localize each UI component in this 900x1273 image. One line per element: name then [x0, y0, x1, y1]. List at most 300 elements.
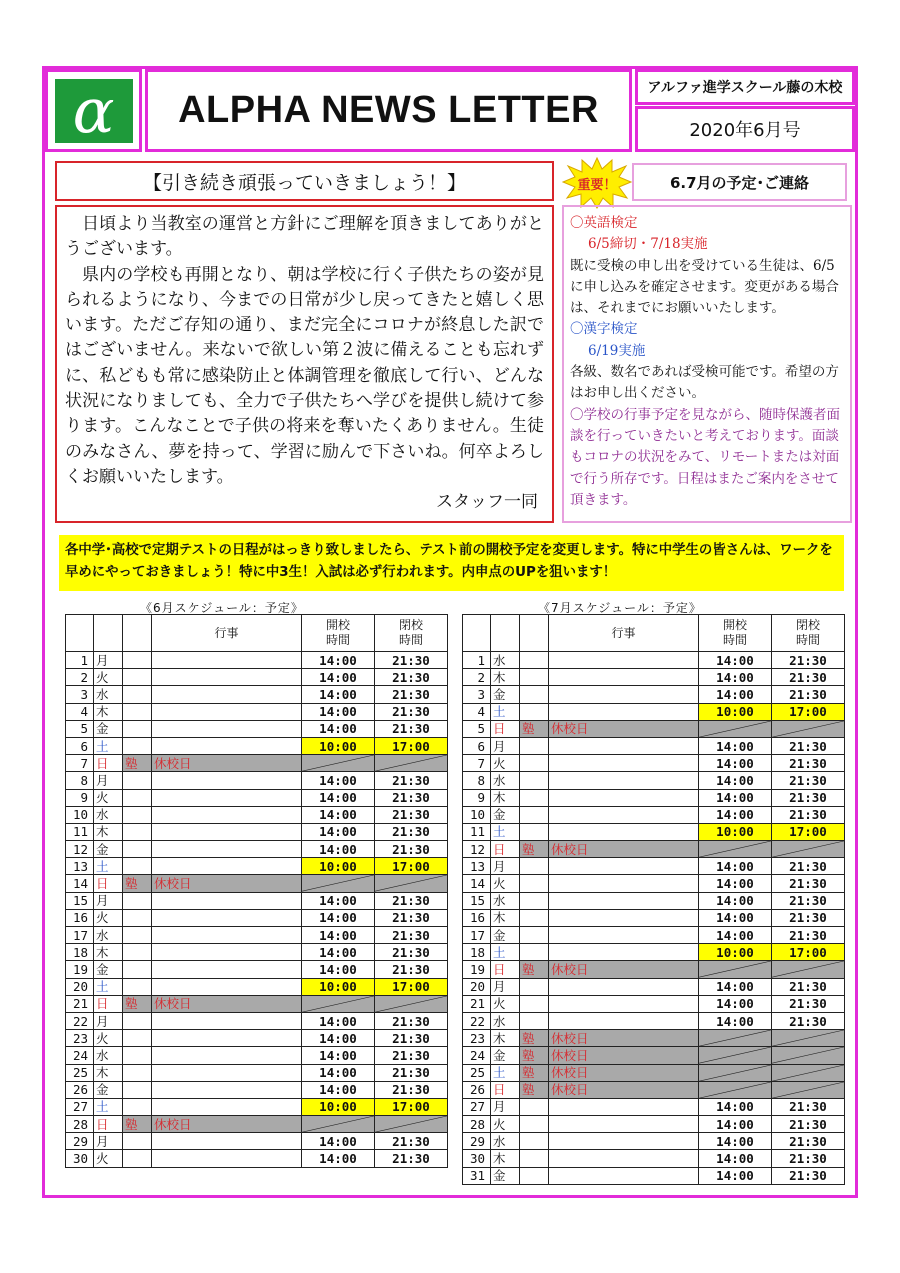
open-time — [699, 1047, 772, 1064]
close-time — [772, 961, 845, 978]
alpha-logo-glyph: α — [72, 73, 115, 147]
weekday: 火 — [94, 669, 123, 686]
event-name — [152, 686, 302, 703]
schedule-row — [463, 944, 845, 961]
day-number: 20 — [463, 978, 491, 995]
close-time: 21:30 — [375, 789, 448, 806]
closed-slash — [699, 721, 771, 737]
day-number: 21 — [66, 995, 94, 1012]
academy-mark — [520, 755, 549, 772]
schedule-row — [463, 1081, 845, 1098]
day-number: 27 — [463, 1098, 491, 1115]
weekday: 月 — [94, 772, 123, 789]
day-number: 25 — [463, 1064, 491, 1081]
close-time: 21:30 — [772, 737, 845, 754]
schedule-row — [463, 841, 845, 858]
day-number: 7 — [463, 755, 491, 772]
weekday: 月 — [94, 1133, 123, 1150]
day-number: 1 — [463, 652, 491, 669]
event-name — [152, 652, 302, 669]
weekday: 木 — [94, 944, 123, 961]
close-time: 21:30 — [772, 1167, 845, 1184]
day-number: 16 — [66, 909, 94, 926]
day-number: 30 — [463, 1150, 491, 1167]
weekday: 土 — [491, 823, 520, 840]
day-number: 29 — [463, 1133, 491, 1150]
day-number: 6 — [463, 737, 491, 754]
important-badge: 重要！ — [577, 177, 617, 193]
important-burst — [562, 157, 632, 209]
event-name — [549, 909, 699, 926]
open-time: 14:00 — [699, 1012, 772, 1029]
event-name — [549, 875, 699, 892]
academy-mark — [123, 944, 152, 961]
academy-mark — [123, 1012, 152, 1029]
academy-mark — [123, 1150, 152, 1167]
event-name — [152, 978, 302, 995]
open-time: 10:00 — [699, 944, 772, 961]
schedule-row — [463, 737, 845, 754]
open-time: 14:00 — [699, 875, 772, 892]
academy-mark — [123, 806, 152, 823]
close-time: 21:30 — [772, 1012, 845, 1029]
closed-slash — [772, 721, 844, 737]
close-time: 17:00 — [375, 737, 448, 754]
day-number: 10 — [66, 806, 94, 823]
day-number: 12 — [66, 841, 94, 858]
close-time: 21:30 — [375, 1064, 448, 1081]
header-close-time: 閉校 時間 — [772, 615, 845, 652]
schedule-row — [463, 858, 845, 875]
close-time: 21:30 — [772, 669, 845, 686]
close-time: 21:30 — [375, 892, 448, 909]
day-number: 15 — [66, 892, 94, 909]
schedule-row — [66, 1047, 448, 1064]
day-number: 19 — [66, 961, 94, 978]
issue-date: 2020年6月号 — [635, 106, 855, 152]
day-number: 17 — [66, 927, 94, 944]
schedule-row — [66, 927, 448, 944]
event-name — [152, 858, 302, 875]
close-time: 21:30 — [375, 944, 448, 961]
closed-slash — [375, 875, 447, 891]
event-name — [549, 772, 699, 789]
day-number: 9 — [66, 789, 94, 806]
weekday: 日 — [491, 720, 520, 737]
weekday: 金 — [491, 1047, 520, 1064]
close-time: 21:30 — [772, 1116, 845, 1133]
open-time: 10:00 — [699, 823, 772, 840]
schedule-row — [463, 703, 845, 720]
event-name — [152, 720, 302, 737]
weekday: 火 — [94, 1150, 123, 1167]
alpha-logo — [55, 73, 133, 147]
schedule-row — [66, 1098, 448, 1115]
close-time: 21:30 — [772, 1133, 845, 1150]
weekday: 水 — [491, 1133, 520, 1150]
header-weekday — [94, 615, 123, 652]
weekday: 金 — [94, 1081, 123, 1098]
schedule-row — [463, 1064, 845, 1081]
close-time: 21:30 — [772, 772, 845, 789]
schedule-row — [463, 823, 845, 840]
open-time: 10:00 — [302, 858, 375, 875]
open-time: 14:00 — [302, 823, 375, 840]
academy-mark — [520, 995, 549, 1012]
event-name — [549, 755, 699, 772]
close-time: 21:30 — [772, 686, 845, 703]
weekday: 水 — [491, 1012, 520, 1029]
day-number: 3 — [66, 686, 94, 703]
event-name — [152, 1030, 302, 1047]
academy-mark — [123, 892, 152, 909]
event-name — [549, 737, 699, 754]
academy-mark — [123, 1133, 152, 1150]
academy-mark — [123, 720, 152, 737]
header-blank — [520, 615, 549, 652]
open-time: 14:00 — [302, 927, 375, 944]
day-number: 4 — [66, 703, 94, 720]
close-time: 21:30 — [375, 909, 448, 926]
interview-body: 〇学校の行事予定を見ながら、随時保護者面談を行っていきたいと考えております。面談もコロナの状況をみて、リモートまたは対面で行う所存です。日程はまたご案内をさせて頂きます。 — [570, 406, 840, 508]
event-name — [549, 995, 699, 1012]
academy-mark — [123, 1098, 152, 1115]
academy-mark: 塾 — [520, 720, 549, 737]
academy-mark: 塾 — [123, 995, 152, 1012]
schedule-row — [66, 686, 448, 703]
academy-mark — [520, 1167, 549, 1184]
day-number: 26 — [463, 1081, 491, 1098]
event-name — [152, 823, 302, 840]
event-name — [549, 823, 699, 840]
event-name — [152, 1047, 302, 1064]
weekday: 日 — [94, 1116, 123, 1133]
academy-mark — [123, 927, 152, 944]
day-number: 31 — [463, 1167, 491, 1184]
close-time: 21:30 — [772, 927, 845, 944]
open-time: 14:00 — [302, 789, 375, 806]
weekday: 日 — [94, 755, 123, 772]
open-time: 14:00 — [302, 806, 375, 823]
schedule-row — [463, 892, 845, 909]
academy-mark — [520, 927, 549, 944]
close-time: 21:30 — [772, 1098, 845, 1115]
schedule-row — [463, 1133, 845, 1150]
event-name — [152, 669, 302, 686]
weekday: 土 — [94, 1098, 123, 1115]
closed-slash — [772, 1065, 844, 1081]
open-time: 14:00 — [302, 1150, 375, 1167]
closed-slash — [772, 841, 844, 857]
close-time: 21:30 — [375, 1047, 448, 1064]
event-name — [549, 892, 699, 909]
day-number: 3 — [463, 686, 491, 703]
schedule-row — [463, 1012, 845, 1029]
open-time: 14:00 — [699, 806, 772, 823]
schedule-row — [66, 995, 448, 1012]
open-time — [699, 720, 772, 737]
closed-slash — [375, 755, 447, 771]
weekday: 水 — [491, 652, 520, 669]
academy-mark — [123, 823, 152, 840]
schedule-row — [66, 978, 448, 995]
weekday: 月 — [94, 652, 123, 669]
close-time: 21:30 — [772, 892, 845, 909]
event-name — [152, 1064, 302, 1081]
schedule-row — [66, 703, 448, 720]
schedule-row — [66, 961, 448, 978]
weekday: 木 — [491, 669, 520, 686]
schedule-row — [463, 806, 845, 823]
close-time: 17:00 — [772, 703, 845, 720]
weekday: 土 — [491, 944, 520, 961]
day-number: 23 — [463, 1030, 491, 1047]
closed-slash — [375, 1116, 447, 1132]
academy-mark — [520, 1012, 549, 1029]
schedule-row — [463, 927, 845, 944]
weekday: 水 — [491, 772, 520, 789]
academy-mark — [123, 1064, 152, 1081]
weekday: 木 — [94, 823, 123, 840]
open-time: 10:00 — [302, 737, 375, 754]
academy-mark — [123, 1081, 152, 1098]
open-time: 14:00 — [699, 669, 772, 686]
newsletter-title-box — [145, 69, 632, 152]
academy-mark: 塾 — [123, 755, 152, 772]
day-number: 27 — [66, 1098, 94, 1115]
event-name — [152, 927, 302, 944]
schedule-row — [463, 961, 845, 978]
open-time — [699, 1064, 772, 1081]
weekday: 金 — [491, 806, 520, 823]
event-name — [152, 772, 302, 789]
close-time: 21:30 — [772, 806, 845, 823]
close-time: 21:30 — [375, 806, 448, 823]
close-time: 17:00 — [375, 858, 448, 875]
event-name: 休校日 — [549, 1064, 699, 1081]
open-time: 14:00 — [699, 927, 772, 944]
open-time: 14:00 — [302, 720, 375, 737]
close-time: 21:30 — [375, 772, 448, 789]
academy-mark — [123, 703, 152, 720]
academy-mark — [123, 772, 152, 789]
close-time — [772, 1081, 845, 1098]
closed-slash — [302, 755, 374, 771]
closed-slash — [302, 875, 374, 891]
day-number: 1 — [66, 652, 94, 669]
schedule-row — [66, 652, 448, 669]
close-time — [772, 1064, 845, 1081]
weekday: 火 — [491, 1116, 520, 1133]
close-time: 21:30 — [772, 789, 845, 806]
academy-mark — [520, 669, 549, 686]
academy-mark — [520, 772, 549, 789]
close-time — [772, 1030, 845, 1047]
closed-slash — [699, 1082, 771, 1098]
weekday: 日 — [94, 995, 123, 1012]
schedule-row — [463, 1116, 845, 1133]
academy-mark — [123, 858, 152, 875]
weekday: 火 — [94, 1030, 123, 1047]
event-name — [152, 737, 302, 754]
event-name — [152, 892, 302, 909]
weekday: 土 — [491, 703, 520, 720]
schedule-row — [463, 1098, 845, 1115]
academy-mark — [520, 944, 549, 961]
weekday: 火 — [491, 995, 520, 1012]
close-time — [772, 720, 845, 737]
day-number: 8 — [66, 772, 94, 789]
weekday: 土 — [94, 737, 123, 754]
weekday: 金 — [94, 841, 123, 858]
weekday: 木 — [94, 703, 123, 720]
weekday: 木 — [491, 1030, 520, 1047]
day-number: 18 — [66, 944, 94, 961]
close-time: 21:30 — [772, 995, 845, 1012]
open-time: 10:00 — [699, 703, 772, 720]
eiken-body: 既に受検の申し出を受けている生徒は、6/5に申し込みを確定させます。変更がある場合は、それまでにお願いいたします。 — [570, 257, 839, 317]
close-time — [772, 1047, 845, 1064]
close-time: 17:00 — [772, 944, 845, 961]
close-time: 17:00 — [772, 823, 845, 840]
open-time: 14:00 — [699, 1133, 772, 1150]
academy-mark — [520, 789, 549, 806]
close-time: 21:30 — [375, 961, 448, 978]
day-number: 24 — [66, 1047, 94, 1064]
header-open-time: 開校 時間 — [302, 615, 375, 652]
day-number: 8 — [463, 772, 491, 789]
close-time: 21:30 — [375, 720, 448, 737]
schedule-header-row — [463, 615, 845, 652]
open-time — [302, 995, 375, 1012]
newsletter-title: ALPHA NEWS LETTER — [178, 89, 599, 131]
academy-mark: 塾 — [123, 875, 152, 892]
event-name — [549, 1098, 699, 1115]
open-time: 10:00 — [302, 1098, 375, 1115]
weekday: 月 — [491, 858, 520, 875]
academy-mark — [520, 1116, 549, 1133]
header-blank — [123, 615, 152, 652]
schedule-row — [463, 1150, 845, 1167]
day-number: 21 — [463, 995, 491, 1012]
close-time: 21:30 — [375, 652, 448, 669]
open-time: 10:00 — [302, 978, 375, 995]
event-name: 休校日 — [549, 720, 699, 737]
day-number: 11 — [463, 823, 491, 840]
close-time: 21:30 — [375, 669, 448, 686]
event-name: 休校日 — [152, 995, 302, 1012]
academy-mark — [123, 1047, 152, 1064]
header-open-time: 開校 時間 — [699, 615, 772, 652]
article-paragraph-1: 日頃より当教室の運営と方針にご理解を頂きましてありがとうございます。 — [65, 214, 544, 260]
open-time: 14:00 — [302, 1047, 375, 1064]
open-time: 14:00 — [302, 909, 375, 926]
close-time: 21:30 — [375, 703, 448, 720]
academy-mark: 塾 — [520, 1030, 549, 1047]
open-time: 14:00 — [699, 755, 772, 772]
event-name — [549, 703, 699, 720]
weekday: 木 — [94, 1064, 123, 1081]
day-number: 25 — [66, 1064, 94, 1081]
event-name — [152, 909, 302, 926]
day-number: 16 — [463, 909, 491, 926]
event-name: 休校日 — [549, 961, 699, 978]
academy-mark — [520, 1150, 549, 1167]
weekday: 木 — [491, 909, 520, 926]
schedule-row — [463, 686, 845, 703]
schedule-row — [66, 789, 448, 806]
academy-mark — [520, 1098, 549, 1115]
article-body — [55, 205, 554, 523]
weekday: 火 — [94, 909, 123, 926]
close-time — [375, 875, 448, 892]
day-number: 13 — [66, 858, 94, 875]
schedule-row — [66, 1081, 448, 1098]
open-time: 14:00 — [302, 1064, 375, 1081]
weekday: 日 — [491, 961, 520, 978]
open-time: 14:00 — [699, 978, 772, 995]
closed-slash — [375, 996, 447, 1012]
weekday: 日 — [94, 875, 123, 892]
close-time: 17:00 — [375, 978, 448, 995]
day-number: 20 — [66, 978, 94, 995]
schedule-row — [66, 1133, 448, 1150]
schedule-row — [66, 669, 448, 686]
event-name — [549, 789, 699, 806]
weekday: 月 — [94, 1012, 123, 1029]
header-event: 行事 — [152, 615, 302, 652]
open-time: 14:00 — [302, 841, 375, 858]
weekday: 木 — [491, 1150, 520, 1167]
day-number: 18 — [463, 944, 491, 961]
event-name — [549, 669, 699, 686]
day-number: 9 — [463, 789, 491, 806]
weekday: 日 — [491, 1081, 520, 1098]
open-time: 14:00 — [302, 669, 375, 686]
academy-mark — [520, 909, 549, 926]
open-time: 14:00 — [302, 1133, 375, 1150]
june-caption: 《6月スケジュール：予定》 — [140, 601, 304, 615]
header-day — [66, 615, 94, 652]
kanken-dates: 6/19実施 — [588, 342, 646, 359]
schedule-row — [66, 875, 448, 892]
day-number: 26 — [66, 1081, 94, 1098]
closed-slash — [302, 996, 374, 1012]
event-name: 休校日 — [152, 1116, 302, 1133]
close-time: 21:30 — [375, 841, 448, 858]
closed-slash — [772, 961, 844, 977]
weekday: 金 — [491, 927, 520, 944]
schedule-row — [463, 669, 845, 686]
academy-mark — [123, 978, 152, 995]
close-time: 21:30 — [772, 755, 845, 772]
schedule-row — [66, 1064, 448, 1081]
day-number: 22 — [66, 1012, 94, 1029]
article-signature: スタッフ一同 — [436, 492, 538, 513]
closed-slash — [699, 1065, 771, 1081]
open-time: 14:00 — [302, 892, 375, 909]
open-time: 14:00 — [699, 789, 772, 806]
open-time: 14:00 — [699, 737, 772, 754]
open-time: 14:00 — [699, 892, 772, 909]
weekday: 水 — [94, 686, 123, 703]
academy-mark — [520, 858, 549, 875]
event-name — [152, 841, 302, 858]
weekday: 金 — [491, 686, 520, 703]
weekday: 月 — [491, 737, 520, 754]
schedule-row — [66, 823, 448, 840]
academy-mark: 塾 — [520, 1081, 549, 1098]
